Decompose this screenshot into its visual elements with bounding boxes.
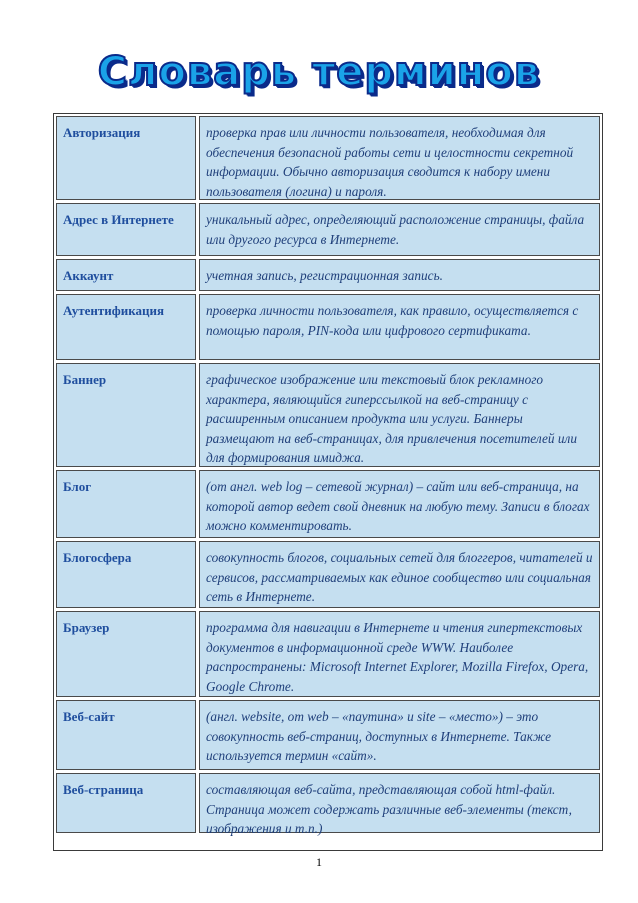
- glossary-table: [53, 113, 603, 851]
- term-cell: Веб-страница: [56, 773, 196, 833]
- definition-cell: уникальный адрес, определяющий расположение страницы, файла или другого ресурса в Интернете.: [199, 203, 600, 256]
- definition-cell: составляющая веб-сайта, представляющая собой html-файл. Страница может содержать различные веб-элементы (текст, изображения и т.п.): [199, 773, 600, 833]
- term-cell: Авторизация: [56, 116, 196, 200]
- definition-cell: графическое изображение или текстовый блок рекламного характера, являющийся гиперссылкой на веб-страницу с расширенным описанием продукта или услуги. Баннеры размещают на веб-страницах, для привлечения посетителей или для формирования имиджа.: [199, 363, 600, 467]
- table-row: [56, 611, 600, 697]
- table-row: [56, 470, 600, 538]
- definition-cell: проверка прав или личности пользователя, необходимая для обеспечения безопасной работы сети и целостности секретной информации. Обычно авторизация сводится к набору имени пользователя (логина) и пароля.: [199, 116, 600, 200]
- term-cell: Веб-сайт: [56, 700, 196, 770]
- term-cell: Адрес в Интернете: [56, 203, 196, 256]
- table-row: [56, 203, 600, 256]
- term-cell: Баннер: [56, 363, 196, 467]
- table-row: [56, 773, 600, 836]
- definition-cell: учетная запись, регистрационная запись.: [199, 259, 600, 291]
- table-row: [56, 294, 600, 360]
- definition-cell: (англ. website, от web – «паутина» и site – «место») – это совокупность веб-страниц, доступных в Интернете. Также используется термин «сайт».: [199, 700, 600, 770]
- title-container: [0, 48, 638, 96]
- term-cell: Блогосфера: [56, 541, 196, 608]
- table-row: [56, 259, 600, 291]
- page-title: Словарь терминов: [97, 49, 541, 95]
- term-cell: Аккаунт: [56, 259, 196, 291]
- table-row: [56, 116, 600, 200]
- table-row: [56, 363, 600, 467]
- definition-cell: программа для навигации в Интернете и чтения гипертекстовых документов в информационной среде WWW. Наиболее распространены: Microsoft Internet Explorer, Mozilla Firefox, Opera, Google Chrome.: [199, 611, 600, 697]
- definition-cell: совокупность блогов, социальных сетей для блоггеров, читателей и сервисов, рассматриваемых как единое сообщество или социальная сеть в Интернете.: [199, 541, 600, 608]
- table-row: [56, 541, 600, 608]
- term-cell: Браузер: [56, 611, 196, 697]
- term-cell: Блог: [56, 470, 196, 538]
- term-cell: Аутентификация: [56, 294, 196, 360]
- definition-cell: проверка личности пользователя, как правило, осуществляется с помощью пароля, PIN-кода или цифрового сертификата.: [199, 294, 600, 360]
- definition-cell: (от англ. web log – сетевой журнал) – сайт или веб-страница, на которой автор ведет свой дневник на любую тему. Записи в блогах можно комментировать.: [199, 470, 600, 538]
- table-row: [56, 700, 600, 770]
- page-number: 1: [316, 855, 322, 869]
